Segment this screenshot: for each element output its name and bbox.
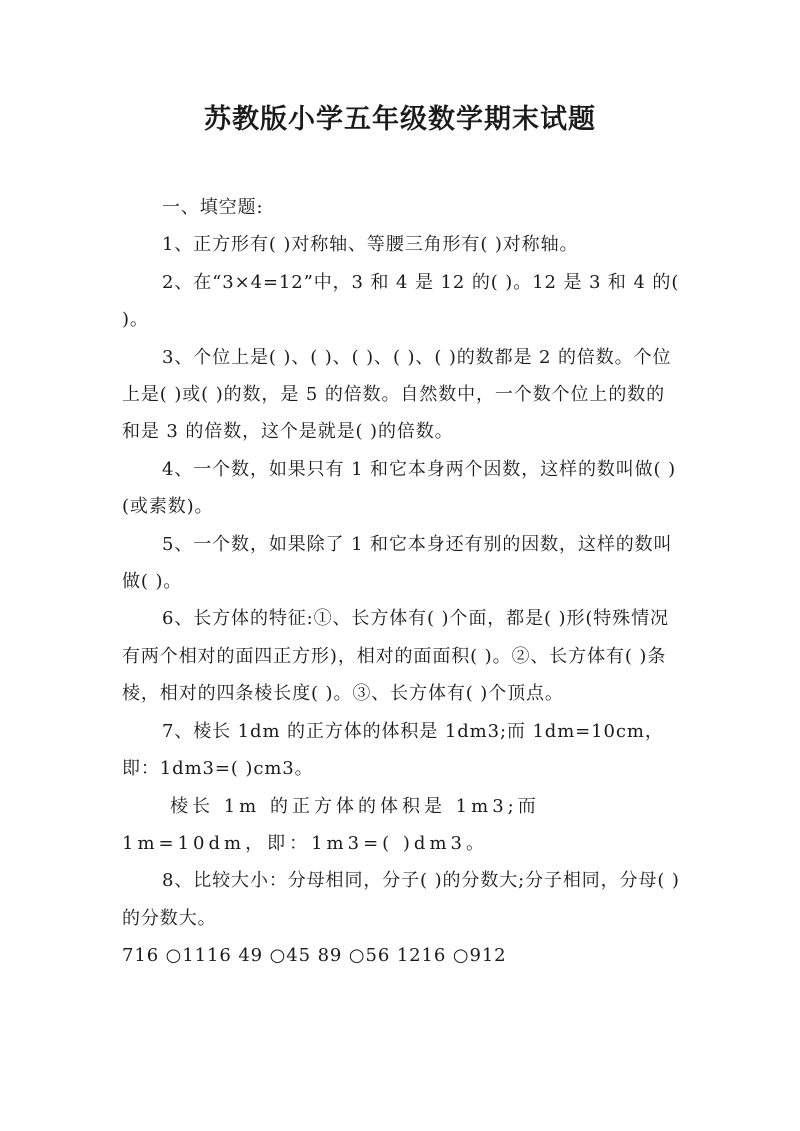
section-heading: 一、填空题: (162, 197, 264, 218)
question-7: 7、棱长 1dm 的正方体的体积是 1dm3;而 1dm=10cm，即：1dm3=( )cm3。 (122, 720, 664, 780)
page-title: 苏教版小学五年级数学期末试题 (204, 104, 596, 135)
question-1: 1、正方形有( )对称轴、等腰三角形有( )对称轴。 (162, 234, 579, 256)
question-8: 8、比较大小：分母相同，分子( )的分数大;分子相同，分母( )的分数大。 (122, 870, 680, 929)
document-body (122, 189, 680, 975)
question-4: 4、一个数，如果只有 1 和它本身两个因数，这样的数叫做( )(或素数)。 (122, 458, 677, 518)
question-5: 5、一个数，如果除了 1 和它本身还有别的因数，这样的数叫做( )。 (122, 533, 673, 593)
question-3: 3、个位上是( )、( )、( )、( )、( )的数都是 2 的倍数。个位上是( )或( )的数，是 5 的倍数。自然数中，一个数个位上的数的和是 3 的倍数，这个是就是( )的倍数。 (122, 346, 672, 443)
question-2: 2、在“3×4=12”中，3 和 4 是 12 的( )。12 是 3 和 4 的( )。 (122, 271, 680, 331)
question-6: 6、长方体的特征:①、长方体有( )个面，都是( )形(特殊情况有两个相对的面四正方形)，相对的面面积( )。②、长方体有( )条棱，相对的四条棱长度( )。③、长方体有( )个顶点。 (122, 608, 669, 705)
fraction-compare-row: 716 ○1116 49 ○45 89 ○56 1216 ○912 (122, 945, 507, 967)
question-7-continued: 棱长 1m 的正方体的体积是 1m3;而 1m=10dm，即：1m3=( )dm3。 (122, 795, 540, 854)
